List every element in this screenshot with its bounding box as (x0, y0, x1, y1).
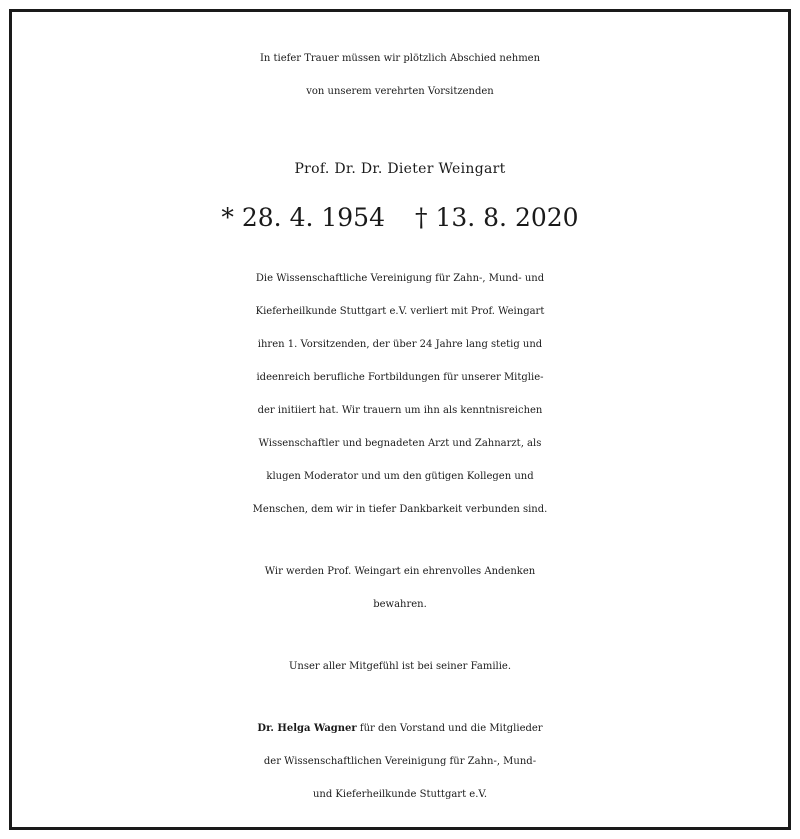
text-line: bewahren. (373, 599, 427, 610)
text-line: Kieferheilkunde Stuttgart e.V. verliert mit Prof. Weingart (255, 306, 545, 317)
birth-date: * 28. 4. 1954 (221, 203, 385, 232)
intro-text (12, 42, 788, 108)
death-date: † 13. 8. 2020 (415, 203, 579, 232)
signature-line (22, 712, 778, 745)
signatory-name: Dr. Helga Wagner (257, 723, 357, 734)
remembrance-paragraph (22, 555, 778, 621)
signatory-role: für den Vorstand und die Mitglieder (356, 723, 543, 734)
text-line: und Kieferheilkunde Stuttgart e.V. (312, 789, 488, 800)
text-line: Unser aller Mitgefühl ist bei seiner Familie. (288, 661, 512, 672)
text-line: Wir werden Prof. Weingart ein ehrenvolles Andenken (264, 566, 536, 577)
intro-line: In tiefer Trauer müssen wir plötzlich Abschied nehmen (259, 53, 541, 64)
intro-line: von unserem verehrten Vorsitzenden (306, 86, 494, 97)
text-line: klugen Moderator und um den gütigen Kollegen und (266, 471, 534, 482)
signature-block (22, 712, 778, 811)
text-line: der initiiert hat. Wir trauern um ihn als kenntnisreichen (257, 405, 543, 416)
text-line: Menschen, dem wir in tiefer Dankbarkeit verbunden sind. (252, 504, 548, 515)
deceased-name: Prof. Dr. Dr. Dieter Weingart (294, 161, 506, 177)
text-line: Die Wissenschaftliche Vereinigung für Zahn-, Mund- und (255, 273, 545, 284)
text-line: ideenreich berufliche Fortbildungen für unserer Mitglie- (256, 372, 544, 383)
life-dates (12, 202, 788, 234)
notice-body (22, 262, 778, 811)
obituary-notice (9, 9, 791, 830)
text-line: ihren 1. Vorsitzenden, der über 24 Jahre lang stetig und (257, 339, 543, 350)
family-paragraph (22, 650, 778, 683)
text-line: Wissenschaftler und begnadeten Arzt und Zahnarzt, als (258, 438, 542, 449)
main-paragraph (22, 262, 778, 526)
text-line: der Wissenschaftlichen Vereinigung für Zahn-, Mund- (263, 756, 537, 767)
